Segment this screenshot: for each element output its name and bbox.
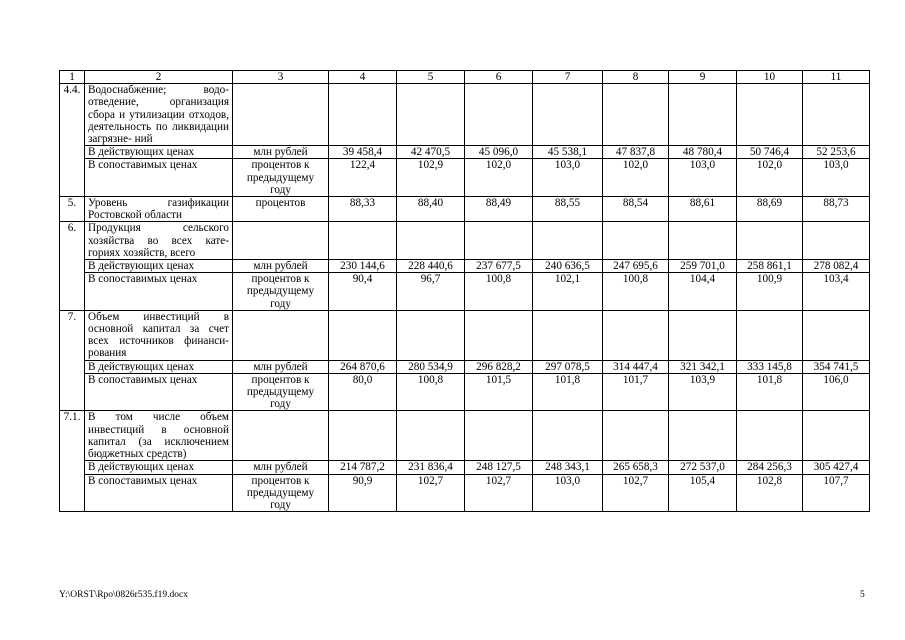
value-cell: 80,0	[329, 373, 397, 411]
empty-cell	[603, 84, 669, 146]
value-cell: 104,4	[669, 273, 737, 311]
page-number: 5	[860, 590, 865, 600]
column-number-cell: 9	[669, 71, 737, 84]
value-cell: 106,0	[803, 373, 870, 411]
row-label: В сопоставимых ценах	[85, 474, 233, 512]
empty-cell	[533, 310, 603, 360]
empty-cell	[737, 222, 803, 260]
unit-cell: процентов к предыдущему году	[233, 159, 329, 197]
value-cell: 100,8	[397, 373, 465, 411]
empty-cell	[233, 84, 329, 146]
value-cell: 333 145,8	[737, 360, 803, 373]
unit-cell: млн рублей	[233, 461, 329, 474]
empty-cell	[803, 84, 870, 146]
section-title-row	[60, 222, 870, 260]
empty-cell	[329, 222, 397, 260]
empty-cell	[465, 310, 533, 360]
value-cell: 102,0	[737, 159, 803, 197]
value-cell: 297 078,5	[533, 360, 603, 373]
value-cell: 247 695,6	[603, 260, 669, 273]
value-cell: 45 538,1	[533, 146, 603, 159]
row-label: В сопоставимых ценах	[85, 159, 233, 197]
value-cell: 88,55	[533, 197, 603, 222]
value-cell: 88,33	[329, 197, 397, 222]
section-title: Уровень газификации Ростовской области	[85, 197, 233, 222]
column-number-cell: 4	[329, 71, 397, 84]
value-cell: 101,5	[465, 373, 533, 411]
value-cell: 105,4	[669, 474, 737, 512]
empty-cell	[669, 84, 737, 146]
unit-cell: процентов к предыдущему году	[233, 273, 329, 311]
value-cell: 102,0	[465, 159, 533, 197]
value-cell: 102,8	[737, 474, 803, 512]
table-row	[60, 461, 870, 474]
table-row	[60, 360, 870, 373]
column-number-cell: 3	[233, 71, 329, 84]
empty-cell	[397, 222, 465, 260]
empty-cell	[533, 411, 603, 461]
value-cell: 264 870,6	[329, 360, 397, 373]
value-cell: 103,4	[803, 273, 870, 311]
section-title: Водоснабжение; водо- отведение, организация сбора и утилизации отходов, деятельность по ликвидации загрязне- ний	[85, 84, 233, 146]
section-title: Объем инвестиций в основной капитал за счет всех источников финанси- рования	[85, 310, 233, 360]
value-cell: 103,0	[803, 159, 870, 197]
empty-cell	[397, 84, 465, 146]
column-number-cell: 11	[803, 71, 870, 84]
value-cell: 272 537,0	[669, 461, 737, 474]
value-cell: 122,4	[329, 159, 397, 197]
empty-cell	[803, 411, 870, 461]
empty-cell	[329, 411, 397, 461]
value-cell: 100,9	[737, 273, 803, 311]
row-label: В действующих ценах	[85, 260, 233, 273]
empty-cell	[603, 310, 669, 360]
value-cell: 101,8	[533, 373, 603, 411]
empty-cell	[533, 222, 603, 260]
unit-cell: млн рублей	[233, 360, 329, 373]
value-cell: 103,0	[533, 159, 603, 197]
value-cell: 88,49	[465, 197, 533, 222]
column-number-cell: 8	[603, 71, 669, 84]
value-cell: 231 836,4	[397, 461, 465, 474]
value-cell: 101,8	[737, 373, 803, 411]
value-cell: 102,0	[603, 159, 669, 197]
section-title: В том числе объем инвестиций в основной капитал (за исключением бюджетных средств)	[85, 411, 233, 461]
column-number-cell: 7	[533, 71, 603, 84]
empty-cell	[329, 84, 397, 146]
value-cell: 100,8	[603, 273, 669, 311]
empty-cell	[465, 411, 533, 461]
table-row	[60, 159, 870, 197]
value-cell: 48 780,4	[669, 146, 737, 159]
row-label: В сопоставимых ценах	[85, 273, 233, 311]
value-cell: 237 677,5	[465, 260, 533, 273]
value-cell: 102,7	[603, 474, 669, 512]
value-cell: 42 470,5	[397, 146, 465, 159]
value-cell: 103,9	[669, 373, 737, 411]
section-number: 4.4.	[60, 84, 85, 197]
empty-cell	[233, 310, 329, 360]
unit-cell: млн рублей	[233, 146, 329, 159]
section-title-row	[60, 411, 870, 461]
row-label: В действующих ценах	[85, 360, 233, 373]
value-cell: 96,7	[397, 273, 465, 311]
value-cell: 284 256,3	[737, 461, 803, 474]
empty-cell	[669, 222, 737, 260]
value-cell: 90,9	[329, 474, 397, 512]
value-cell: 278 082,4	[803, 260, 870, 273]
value-cell: 47 837,8	[603, 146, 669, 159]
value-cell: 103,0	[533, 474, 603, 512]
row-label: В сопоставимых ценах	[85, 373, 233, 411]
section-number: 7.	[60, 310, 85, 411]
indicators-table	[59, 70, 870, 512]
value-cell: 88,40	[397, 197, 465, 222]
column-number-cell: 2	[85, 71, 233, 84]
value-cell: 107,7	[803, 474, 870, 512]
value-cell: 258 861,1	[737, 260, 803, 273]
unit-cell: процентов к предыдущему году	[233, 373, 329, 411]
value-cell: 52 253,6	[803, 146, 870, 159]
empty-cell	[737, 310, 803, 360]
empty-cell	[533, 84, 603, 146]
value-cell: 88,61	[669, 197, 737, 222]
section-number: 6.	[60, 222, 85, 310]
empty-cell	[233, 411, 329, 461]
value-cell: 45 096,0	[465, 146, 533, 159]
unit-cell: процентов к предыдущему году	[233, 474, 329, 512]
empty-cell	[603, 411, 669, 461]
value-cell: 259 701,0	[669, 260, 737, 273]
value-cell: 102,7	[397, 474, 465, 512]
value-cell: 214 787,2	[329, 461, 397, 474]
value-cell: 50 746,4	[737, 146, 803, 159]
empty-cell	[669, 310, 737, 360]
empty-cell	[737, 411, 803, 461]
value-cell: 230 144,6	[329, 260, 397, 273]
table-row	[60, 260, 870, 273]
value-cell: 280 534,9	[397, 360, 465, 373]
value-cell: 296 828,2	[465, 360, 533, 373]
value-cell: 102,9	[397, 159, 465, 197]
value-cell: 248 127,5	[465, 461, 533, 474]
empty-cell	[233, 222, 329, 260]
row-label: В действующих ценах	[85, 461, 233, 474]
value-cell: 100,8	[465, 273, 533, 311]
row-label: В действующих ценах	[85, 146, 233, 159]
empty-cell	[397, 310, 465, 360]
value-cell: 240 636,5	[533, 260, 603, 273]
value-cell: 305 427,4	[803, 461, 870, 474]
table-row	[60, 146, 870, 159]
empty-cell	[329, 310, 397, 360]
section-number: 5.	[60, 197, 85, 222]
file-path: Y:\ORST\Rpo\0826r535.f19.docx	[59, 590, 188, 600]
column-number-cell: 1	[60, 71, 85, 84]
empty-cell	[803, 310, 870, 360]
empty-cell	[669, 411, 737, 461]
value-cell: 321 342,1	[669, 360, 737, 373]
value-cell: 88,73	[803, 197, 870, 222]
section-title-row	[60, 84, 870, 146]
section-title: Продукция сельского хозяйства во всех кате- гориях хозяйств, всего	[85, 222, 233, 260]
value-cell: 102,1	[533, 273, 603, 311]
value-cell: 228 440,6	[397, 260, 465, 273]
unit-cell: млн рублей	[233, 260, 329, 273]
value-cell: 103,0	[669, 159, 737, 197]
empty-cell	[737, 84, 803, 146]
section-number: 7.1.	[60, 411, 85, 512]
column-number-cell: 6	[465, 71, 533, 84]
value-cell: 88,69	[737, 197, 803, 222]
table-row	[60, 273, 870, 311]
value-cell: 90,4	[329, 273, 397, 311]
table-row	[60, 474, 870, 512]
column-number-cell: 10	[737, 71, 803, 84]
column-numbers-row	[60, 71, 870, 84]
value-cell: 39 458,4	[329, 146, 397, 159]
table-row	[60, 373, 870, 411]
empty-cell	[397, 411, 465, 461]
unit-cell: процентов	[233, 197, 329, 222]
value-cell: 354 741,5	[803, 360, 870, 373]
column-number-cell: 5	[397, 71, 465, 84]
value-cell: 265 658,3	[603, 461, 669, 474]
value-cell: 88,54	[603, 197, 669, 222]
empty-cell	[465, 222, 533, 260]
value-cell: 248 343,1	[533, 461, 603, 474]
table-row	[60, 197, 870, 222]
value-cell: 102,7	[465, 474, 533, 512]
empty-cell	[803, 222, 870, 260]
empty-cell	[603, 222, 669, 260]
section-title-row	[60, 310, 870, 360]
empty-cell	[465, 84, 533, 146]
value-cell: 101,7	[603, 373, 669, 411]
value-cell: 314 447,4	[603, 360, 669, 373]
